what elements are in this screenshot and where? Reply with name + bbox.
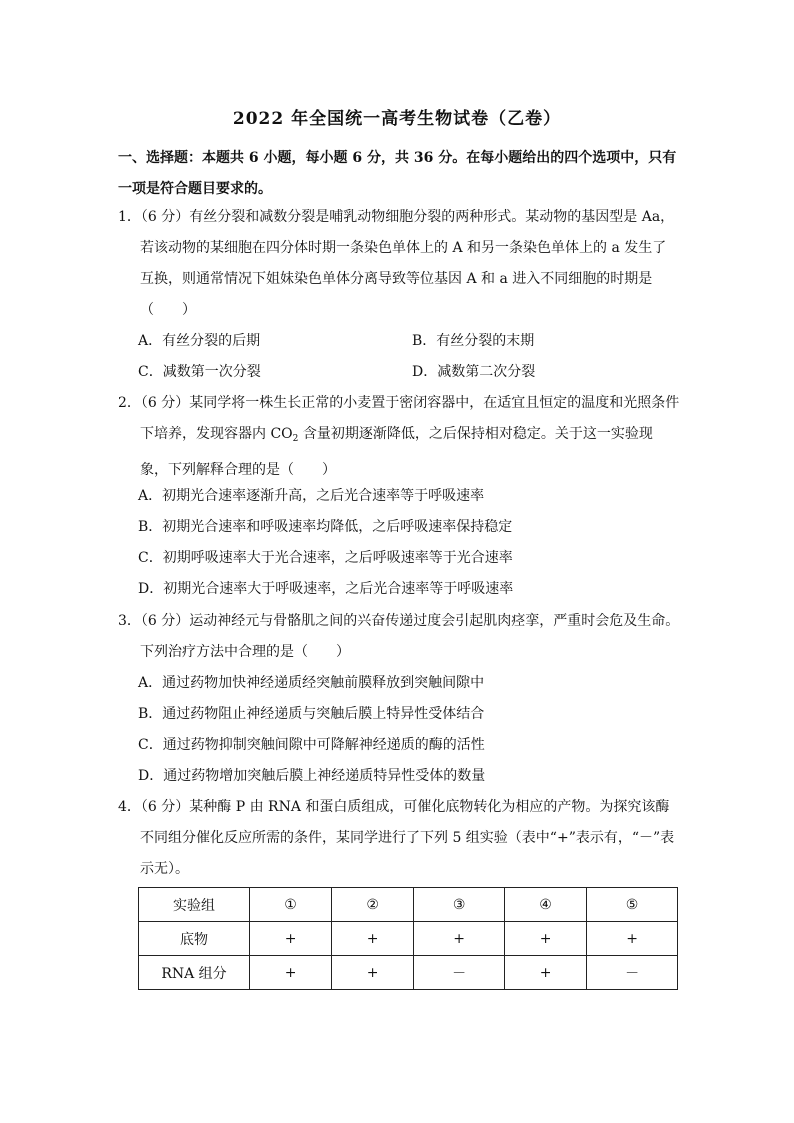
question-4-number: 4．	[118, 799, 141, 815]
question-4	[118, 792, 680, 885]
table-cell: ④	[505, 888, 587, 922]
table-cell: 实验组	[139, 888, 250, 922]
table-cell: RNA 组分	[139, 956, 250, 990]
question-1-option-c: C．减数第一次分裂	[138, 364, 261, 380]
question-2-option-a: A．初期光合速率逐渐升高，之后光合速率等于呼吸速率	[138, 488, 485, 504]
question-3-option-d: D．通过药物增加突触后膜上神经递质特异性受体的数量	[138, 768, 486, 784]
question-1-option-a: A．有丝分裂的后期	[138, 333, 261, 349]
table-cell: +	[587, 922, 678, 956]
table-cell: +	[332, 922, 414, 956]
table-cell: +	[250, 922, 332, 956]
question-2-co: CO	[270, 426, 293, 442]
question-3-option-b: B．通过药物阻止神经递质与突触后膜上特异性受体结合	[138, 706, 485, 722]
section-heading-text: 一、选择题：本题共 6 小题，每小题 6 分，共 36 分。在每小题给出的四个选项中，只有一项是符合题目要求的。	[118, 150, 677, 197]
table-cell: +	[332, 956, 414, 990]
experiment-table	[138, 887, 678, 990]
table-cell: +	[414, 922, 505, 956]
exam-title: 2022 年全国统一高考生物试卷（乙卷）	[232, 109, 562, 129]
table-cell: +	[505, 956, 587, 990]
question-4-stem	[118, 792, 680, 885]
table-row	[139, 922, 678, 956]
question-3-option-c: C．通过药物抑制突触间隙中可降解神经递质的酶的活性	[138, 737, 485, 753]
question-1-text: （6 分）有丝分裂和减数分裂是哺乳动物细胞分裂的两种形式。某动物的基因型是 Aa，若该动物的某细胞在四分体时期一条染色单体上的 A 和另一条染色单体上的 a 发生了互换，则通常情况下姐妹染色单体分离导致等位基因 A 和 a 进入不同细胞的时期是（ ）	[140, 209, 675, 318]
table-cell: ②	[332, 888, 414, 922]
section-heading	[118, 143, 680, 205]
question-2	[118, 388, 680, 486]
question-2-subscript: 2	[292, 434, 299, 444]
table-cell: +	[250, 956, 332, 990]
question-2-option-b: B．初期光合速率和呼吸速率均降低，之后呼吸速率保持稳定	[138, 519, 513, 535]
table-cell: ①	[250, 888, 332, 922]
question-2-text-part2: 含量初期逐渐降低，之后保持相对稳定。关于这一实验现象，下列解释合理的是（ ）	[140, 426, 653, 478]
question-3-text: （6 分）运动神经元与骨骼肌之间的兴奋传递过度会引起肌肉痉挛，严重时会危及生命。下列治疗方法中合理的是（ ）	[140, 613, 680, 660]
table-row	[139, 956, 678, 990]
table-cell: ③	[414, 888, 505, 922]
question-2-option-d: D．初期光合速率大于呼吸速率，之后光合速率等于呼吸速率	[138, 581, 514, 597]
table-cell: －	[587, 956, 678, 990]
question-4-text: （6 分）某种酶 P 由 RNA 和蛋白质组成，可催化底物转化为相应的产物。为探究该酶不同组分催化反应所需的条件，某同学进行了下列 5 组实验（表中“+”表示有，“－”表示无）。	[140, 799, 675, 877]
table-cell: ⑤	[587, 888, 678, 922]
question-1	[118, 202, 680, 326]
table-cell: 底物	[139, 922, 250, 956]
table-cell: －	[414, 956, 505, 990]
question-1-number: 1．	[118, 209, 141, 225]
question-1-stem	[118, 202, 680, 326]
table-cell: +	[505, 922, 587, 956]
question-3-option-a: A．通过药物加快神经递质经突触前膜释放到突触间隙中	[138, 675, 485, 691]
table-header-row	[139, 888, 678, 922]
question-2-option-c: C．初期呼吸速率大于光合速率，之后呼吸速率等于光合速率	[138, 550, 513, 566]
question-3-stem	[118, 606, 680, 668]
question-2-number: 2．	[118, 395, 141, 411]
question-2-stem	[118, 388, 680, 486]
question-3-number: 3．	[118, 613, 141, 629]
question-3	[118, 606, 680, 668]
question-2-text-part1: （6 分）某同学将一株生长正常的小麦置于密闭容器中，在适宜且恒定的温度和光照条件下培养，发现容器内	[140, 395, 680, 442]
question-1-option-d: D．减数第二次分裂	[412, 364, 536, 380]
question-1-option-b: B．有丝分裂的末期	[412, 333, 535, 349]
